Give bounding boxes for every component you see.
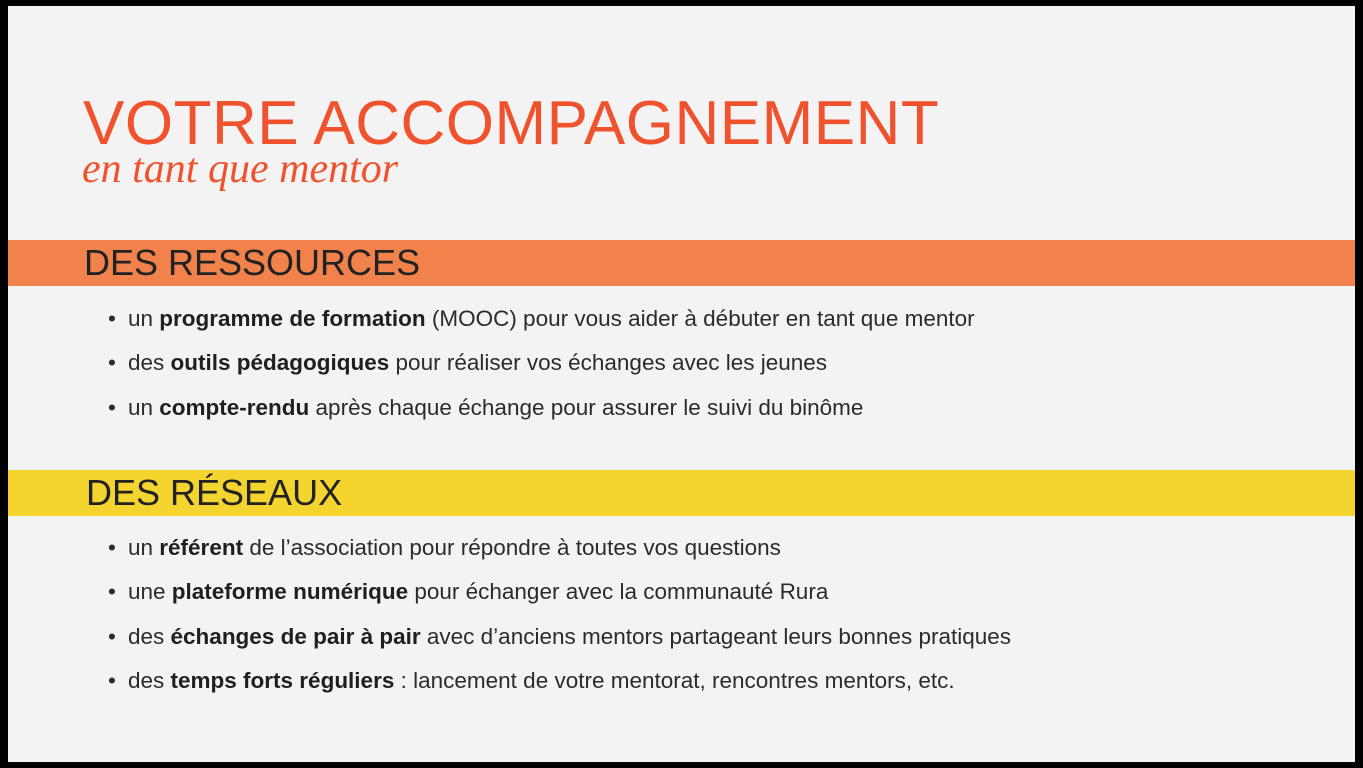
- resources-list: [108, 302, 975, 435]
- slide-subtitle: en tant que mentor: [82, 146, 399, 192]
- item-keyword: compte-rendu: [159, 394, 310, 420]
- list-item: [108, 531, 1011, 575]
- item-prefix: un: [128, 535, 160, 560]
- resources-heading: DES RESSOURCES: [84, 242, 421, 283]
- item-text: après chaque échange pour assurer le suivi du binôme: [309, 394, 864, 420]
- item-text: pour réaliser vos échanges avec les jeunes: [389, 350, 828, 376]
- item-prefix: des: [128, 667, 171, 693]
- item-text: : lancement de votre mentorat, rencontres mentors, etc.: [394, 667, 955, 693]
- item-prefix: une: [128, 579, 172, 605]
- item-keyword: référent: [159, 535, 244, 560]
- item-prefix: un: [128, 394, 160, 420]
- bullet-icon: •: [108, 306, 116, 331]
- bullet-icon: •: [108, 350, 116, 376]
- slide-title: VOTRE ACCOMPAGNEMENT: [83, 89, 940, 158]
- presentation-slide: [8, 6, 1355, 762]
- bullet-icon: •: [108, 579, 116, 605]
- networks-band: [8, 470, 1355, 516]
- bullet-icon: •: [108, 667, 116, 693]
- item-prefix: des: [128, 350, 171, 376]
- item-keyword: plateforme numérique: [171, 579, 409, 605]
- item-text: avec d’anciens mentors partageant leurs bonnes pratiques: [420, 623, 1012, 649]
- bullet-icon: •: [108, 623, 116, 649]
- item-prefix: un: [128, 306, 160, 331]
- item-keyword: échanges de pair à pair: [170, 623, 421, 649]
- item-text: de l’association pour répondre à toutes vos questions: [243, 535, 781, 560]
- bullet-icon: •: [108, 394, 116, 420]
- item-keyword: outils pédagogiques: [170, 350, 390, 376]
- list-item: [108, 620, 1011, 664]
- list-item: [108, 664, 1011, 708]
- bullet-icon: •: [108, 535, 116, 560]
- item-keyword: temps forts réguliers: [170, 667, 395, 693]
- item-text: pour échanger avec la communauté Rura: [408, 579, 829, 605]
- list-item: [108, 575, 1011, 619]
- item-prefix: des: [128, 623, 171, 649]
- networks-list: [108, 531, 1011, 708]
- item-text: (MOOC) pour vous aider à débuter en tant que mentor: [425, 306, 975, 331]
- item-keyword: programme de formation: [159, 306, 426, 331]
- list-item: [108, 391, 975, 435]
- list-item: [108, 346, 975, 390]
- networks-heading: DES RÉSEAUX: [86, 472, 343, 513]
- list-item: [108, 302, 975, 346]
- resources-band: [8, 240, 1355, 286]
